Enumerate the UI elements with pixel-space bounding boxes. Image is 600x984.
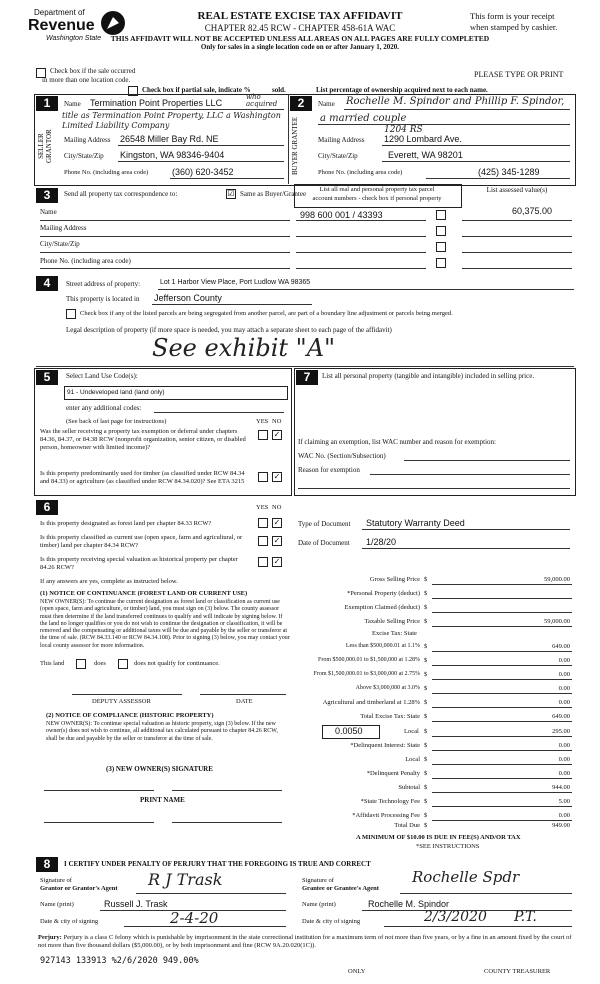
delinquent-penalty-label: *Delinquent Penalty — [366, 770, 420, 777]
taxable-price: 59,000.00 — [544, 618, 570, 625]
reason-field[interactable] — [370, 474, 570, 475]
grantee-name: Rochelle M. Spindor — [368, 899, 450, 909]
grantor-sig-label-1: Signature of — [40, 877, 72, 884]
buyer-address-label: Mailing Address — [318, 136, 365, 144]
affidavit-fee: 0.00 — [558, 812, 570, 819]
dollar-sign: $ — [424, 590, 428, 597]
land-does-not-checkbox[interactable] — [118, 659, 128, 669]
form-chapter: CHAPTER 82.45 RCW - CHAPTER 458-61A WAC — [204, 23, 396, 33]
land-does-checkbox[interactable] — [76, 659, 86, 669]
sec5-q2-yes[interactable] — [258, 472, 268, 482]
buyer-name-handwritten-2: a married couple — [320, 113, 407, 124]
logo-dept: Department of — [34, 8, 85, 17]
perjury-text: Perjury is a class C felony which is punishable by imprisonment in the state correctional institution for a maximum term of not more than five years, or by a fine in an amount fixed by the court of not more than five thousand dollars ($5,000.00), or by both imprisonment and fine (RCW 9A.20.020(1C)). — [38, 934, 572, 949]
delinquent-interest-state-label: *Delinquent Interest: State — [350, 742, 420, 749]
sec3-name-label: Name — [40, 208, 57, 216]
gross-price-label: Gross Selling Price — [369, 576, 420, 583]
parcel-personal-checkbox-4[interactable] — [436, 258, 446, 268]
seller-phone: (360) 620-3452 — [172, 167, 234, 177]
grantee-city: P.T. — [514, 909, 537, 925]
sec6-q1-no[interactable]: ✓ — [273, 518, 281, 527]
sec5-q1-yes[interactable] — [258, 430, 268, 440]
street-address: Lot 1 Harbor View Place, Port Ludlow WA 98365 — [160, 279, 311, 286]
grantee-sig-label-2: Grantee or Grantee's Agent — [302, 885, 379, 892]
tech-fee-label: *State Technology Fee — [360, 798, 420, 805]
notice-2-body: NEW OWNER(S): To continue special valuation as historic property, sign (3) below. If the new owner(s) does not wish to continue, all additional tax calculated pursuant to chapter 84.26 RCW, shall be due and payable by the seller or transferor at the time of sale. — [46, 721, 278, 742]
sec5-q2: Is this property predominantly used for timber (as classified under RCW 84.34 and 84.33) or agriculture (as classified under RCW 84.34.020)? See ETA 3215 — [40, 470, 245, 485]
dollar-sign: $ — [424, 812, 428, 819]
section-7-badge: 7 — [296, 370, 318, 385]
please-type: PLEASE TYPE OR PRINT — [474, 70, 564, 79]
dollar-sign: $ — [424, 770, 428, 777]
parcel-personal-checkbox-2[interactable] — [436, 226, 446, 236]
receipt-note-1: This form is your receipt — [470, 11, 555, 21]
seller-address-label: Mailing Address — [64, 136, 111, 144]
sec3-phone-label: Phone No. (including area code) — [40, 257, 131, 265]
partial-sale-sold: sold. — [272, 86, 286, 94]
sec3-city-label: City/State/Zip — [40, 240, 80, 248]
grantor-name-label: Name (print) — [40, 901, 74, 908]
section-5-badge: 5 — [36, 370, 58, 385]
sec6-q3-yes[interactable] — [258, 557, 268, 567]
tier-1-label: Less than $500,000.01 at 1.1% — [345, 643, 420, 649]
doc-date-label: Date of Document — [298, 539, 350, 547]
grantee-sig-label-1: Signature of — [302, 877, 334, 884]
legal-description-label: Legal description of property (if more space is needed, you may attach a separate sheet to each page of the affidavit) — [66, 326, 392, 334]
buyer-side-label: BUYER GRANTEE — [291, 116, 299, 176]
list-personal-property: List all personal property (tangible and intangible) included in selling price. — [322, 372, 535, 380]
additional-codes-field[interactable] — [154, 412, 284, 413]
office-only: ONLY — [348, 968, 366, 975]
sec6-q3: Is this property receiving special valuation as historical property per chapter 84.26 RCW? — [40, 556, 238, 571]
local-2: 0.00 — [558, 756, 570, 763]
tier-3: 0.00 — [558, 671, 570, 678]
dollar-sign: $ — [424, 713, 428, 720]
sec6-no: NO — [272, 504, 282, 511]
tier-2: 0.00 — [558, 657, 570, 664]
dollar-sign: $ — [424, 756, 428, 763]
exemption-label: If claiming an exemption, list WAC number and reason for exemption: — [298, 438, 496, 446]
tier-5: 0.00 — [558, 699, 570, 706]
sec6-q2-yes[interactable] — [258, 536, 268, 546]
new-owner-signature-label: (3) NEW OWNER(S) SIGNATURE — [106, 765, 213, 773]
sec6-q1-yes[interactable] — [258, 518, 268, 528]
dollar-sign: $ — [424, 604, 428, 611]
sec6-q3-no[interactable]: ✓ — [273, 557, 281, 566]
street-address-label: Street address of property: — [66, 280, 141, 288]
buyer-name-handwritten-1: Rochelle M. Spindor and Phillip F. Spindor, — [346, 96, 565, 107]
seller-side-label: SELLER GRANTOR — [37, 129, 53, 163]
grantee-name-label: Name (print) — [302, 901, 336, 908]
county-treasurer: COUNTY TREASURER — [484, 968, 551, 975]
same-as-buyer-checkbox[interactable]: ☑ — [227, 189, 235, 198]
dollar-sign: $ — [424, 618, 428, 625]
section-4-badge: 4 — [36, 276, 58, 291]
minimum-note: A MINIMUM OF $10.00 IS DUE IN FEE(S) AND/OR TAX — [356, 834, 521, 841]
doc-type: Statutory Warranty Deed — [366, 518, 465, 528]
deputy-assessor-label: DEPUTY ASSESSOR — [92, 698, 151, 705]
list-percentage-note: List percentage of ownership acquired next to each name. — [316, 86, 488, 94]
sec6-q1: Is this property designated as forest land per chapter 84.33 RCW? — [40, 520, 212, 527]
perjury-bold: Perjury: — [38, 934, 62, 941]
total-due: 949.00 — [552, 822, 570, 829]
reason-label: Reason for exemption — [298, 466, 360, 474]
dollar-sign: $ — [424, 742, 428, 749]
wac-label: WAC No. (Section/Subsection) — [298, 452, 386, 460]
total-state: 649.00 — [552, 713, 570, 720]
sec5-yes: YES — [256, 418, 269, 425]
sec5-q2-no[interactable]: ✓ — [273, 472, 281, 481]
additional-codes-label: enter any additional codes: — [66, 404, 142, 412]
grantor-date: 2-4-20 — [170, 909, 219, 927]
form-warning: THIS AFFIDAVIT WILL NOT BE ACCEPTED UNLESS ALL AREAS ON ALL PAGES ARE FULLY COMPLETED — [110, 34, 490, 43]
seller-address: 26548 Miller Bay Rd. NE — [120, 134, 219, 144]
seller-city: Kingston, WA 98346-9404 — [120, 150, 225, 160]
located-in-county: Jefferson County — [154, 293, 222, 303]
subtotal: 944.00 — [552, 784, 570, 791]
assessed-value: 60,375.00 — [512, 206, 553, 216]
sec6-if-any: If any answers are yes, complete as instructed below. — [40, 578, 178, 585]
notice-2-title: (2) NOTICE OF COMPLIANCE (HISTORIC PROPERTY) — [46, 712, 214, 719]
legal-description-handwritten: See exhibit "A" — [152, 334, 336, 362]
parcel-head-1: List all real and personal property tax parcel — [319, 186, 435, 193]
grantor-signature: R J Trask — [148, 870, 223, 889]
certify-statement: I CERTIFY UNDER PENALTY OF PERJURY THAT THE FOREGOING IS TRUE AND CORRECT — [64, 860, 371, 868]
deputy-date-label: DATE — [236, 698, 253, 705]
exemption-claimed-label: Exemption Claimed (deduct) — [344, 604, 420, 611]
land-use-select[interactable] — [64, 386, 288, 400]
notice-1-body: NEW OWNER(S): To continue the current designation as forest land or classification as current use (open space, farm and agriculture, or timber) land, you must sign on (3) below. The county assessor must then determine if the land transferred continues to qualify and will indicate by signing below. If the land no longer qualifies or you do not wish to continue the designation or classification, it will be removed and the compensating or additional taxes will be due and payable by the seller or transferor at the time of sale. (RCW 84.33.140 or RCW 84.34.108). Prior to signing (3) below, you may contact your local county assessor for more information. — [40, 599, 290, 649]
doc-date: 1/28/20 — [366, 537, 397, 547]
sec3-address-label: Mailing Address — [40, 224, 87, 232]
seller-name: Termination Point Properties LLC — [90, 98, 223, 108]
buyer-name-label: Name — [318, 100, 335, 108]
wac-field[interactable] — [404, 460, 570, 461]
grantor-sig-label-2: Grantor or Grantor's Agent — [40, 885, 118, 892]
section-7-box — [294, 368, 576, 496]
cashier-stamp: 927143 133913 %2/6/2020 949.00% — [40, 956, 199, 966]
affidavit-fee-label: *Affidavit Processing Fee — [352, 812, 420, 819]
see-back-note: (See back of last page for instructions) — [66, 418, 167, 425]
section-8-badge: 8 — [36, 857, 58, 872]
section-2-badge: 2 — [290, 96, 312, 111]
grantee-signature: Rochelle Spdr — [412, 868, 520, 886]
receipt-note-2: when stamped by cashier. — [470, 22, 558, 32]
dollar-sign: $ — [424, 822, 428, 829]
seller-phone-label: Phone No. (including area code) — [64, 169, 149, 176]
personal-property-label: *Personal Property (deduct) — [347, 590, 420, 597]
seller-name-handwritten-2: title as Termination Point Property, LLC a Washington — [62, 111, 281, 120]
total-state-label: Total Excise Tax: State — [360, 713, 420, 720]
multi-location-label-2: in more than one location code. — [42, 76, 131, 84]
form-title: REAL ESTATE EXCISE TAX AFFIDAVIT — [197, 10, 403, 22]
tier-3-label: From $1,500,000.01 to $3,000,000 at 2.75% — [313, 671, 420, 677]
local-rate: 0.0050 — [335, 726, 363, 736]
tier-1: 649.00 — [552, 643, 570, 650]
dollar-sign: $ — [424, 728, 428, 735]
tech-fee: 5.00 — [558, 798, 570, 805]
segregated-label: Check box if any of the listed parcels are being segregated from another parcel, are part of a boundary line adjustment or parcels being merged. — [80, 310, 453, 317]
buyer-address: 1290 Lombard Ave. — [384, 134, 462, 144]
same-as-buyer-label: Same as Buyer/Grantee — [240, 190, 307, 198]
total-due-label: Total Due — [394, 822, 420, 829]
land-use-value: 91 - Undeveloped land (land only) — [67, 389, 165, 396]
segregated-checkbox[interactable] — [66, 309, 76, 319]
gross-price: 59,000.00 — [544, 576, 570, 583]
grantee-date: 2/3/2020 — [424, 909, 487, 925]
parcel-head-2: account numbers - check box if personal property — [312, 195, 442, 202]
parcel-personal-checkbox-1[interactable] — [436, 210, 446, 220]
buyer-phone: (425) 345-1289 — [478, 167, 540, 177]
local-value: 295.00 — [552, 728, 570, 735]
send-correspondence-label: Send all property tax correspondence to: — [64, 190, 178, 198]
dollar-sign: $ — [424, 576, 428, 583]
multi-location-label-1: Check box if the sale occurred — [50, 67, 136, 75]
local-2-label: Local — [405, 756, 420, 763]
land-does-not-label: does not qualify for continuance. — [134, 660, 220, 667]
located-in-label: This property is located in — [66, 295, 140, 303]
buyer-city: Everett, WA 98201 — [388, 150, 463, 160]
logo-state: Washington State — [46, 35, 102, 42]
tier-2-label: From $500,000.01 to $1,500,000 at 1.28% — [318, 657, 420, 663]
dollar-sign: $ — [424, 784, 428, 791]
land-does-label: does — [94, 660, 106, 667]
seller-name-handwritten-3: Limited Liability Company — [62, 121, 170, 130]
this-land-label: This land — [40, 660, 65, 667]
dollar-sign: $ — [424, 798, 428, 805]
see-instructions: *SEE INSTRUCTIONS — [416, 843, 480, 850]
grantor-date-label: Date & city of signing — [40, 918, 99, 925]
seller-name-handwritten-1: who acquired — [246, 93, 278, 108]
tier-4: 0.00 — [558, 685, 570, 692]
taxable-price-label: Taxable Selling Price — [364, 618, 420, 625]
dollar-sign: $ — [424, 643, 428, 650]
tier-5-label: Agricultural and timberland at 1.28% — [322, 699, 420, 706]
sec6-q2: Is this property classified as current use (open space, farm and agricultural, or timber) land per chapter 84.34 RCW? — [40, 534, 243, 549]
section-1-badge: 1 — [36, 96, 58, 111]
local-rate-box — [322, 725, 380, 739]
assessed-head: List assessed value(s) — [486, 186, 548, 194]
print-name-label: PRINT NAME — [140, 796, 185, 804]
sec5-no: NO — [272, 418, 282, 425]
parcel-personal-checkbox-3[interactable] — [436, 242, 446, 252]
form-only-for: Only for sales in a single location code on or after January 1, 2020. — [200, 43, 400, 51]
dollar-sign: $ — [424, 671, 428, 678]
buyer-city-label: City/State/Zip — [318, 152, 358, 160]
dollar-sign: $ — [424, 657, 428, 664]
seller-name-label: Name — [64, 100, 81, 108]
dollar-sign: $ — [424, 685, 428, 692]
sec6-yes: YES — [256, 504, 269, 511]
perjury-note — [38, 934, 578, 950]
delinquent-interest-state: 0.00 — [558, 742, 570, 749]
buyer-phone-label: Phone No. (including area code) — [318, 169, 403, 176]
doc-type-label: Type of Document — [298, 520, 351, 528]
land-use-label: Select Land Use Code(s): — [66, 372, 138, 380]
partial-sale-label: Check box if partial sale, indicate % — [142, 86, 251, 94]
subtotal-label: Subtotal — [398, 784, 420, 791]
grantor-name: Russell J. Trask — [104, 899, 168, 909]
grantee-date-label: Date & city of signing — [302, 918, 361, 925]
sec6-q2-no[interactable]: ✓ — [273, 536, 281, 545]
delinquent-penalty: 0.00 — [558, 770, 570, 777]
logo-revenue: Revenue — [28, 17, 95, 34]
dollar-sign: $ — [424, 699, 428, 706]
sec5-q1-no[interactable]: ✓ — [273, 430, 281, 439]
tier-4-label: Above $3,000,000 at 3.0% — [355, 685, 420, 691]
section-3-badge: 3 — [36, 188, 58, 203]
logo-mark-icon — [100, 10, 126, 36]
section-6-badge: 6 — [36, 500, 58, 515]
sec5-q1: Was the seller receiving a property tax exemption or deferral under chapters 84.36, 84.37, or 84.38 RCW (nonprofit organization, senior citizen, or disabled person, homeowner with limited income)? — [40, 428, 246, 451]
excise-state-label: Excise Tax: State — [372, 630, 417, 637]
seller-city-label: City/State/Zip — [64, 152, 104, 160]
notice-1-title: (1) NOTICE OF CONTINUANCE (FOREST LAND OR CURRENT USE) — [40, 590, 248, 597]
buyer-address-handwritten: 1204 RS — [384, 125, 423, 135]
local-label: Local — [404, 728, 419, 735]
parcel-number: 998 600 001 / 43393 — [300, 210, 383, 220]
